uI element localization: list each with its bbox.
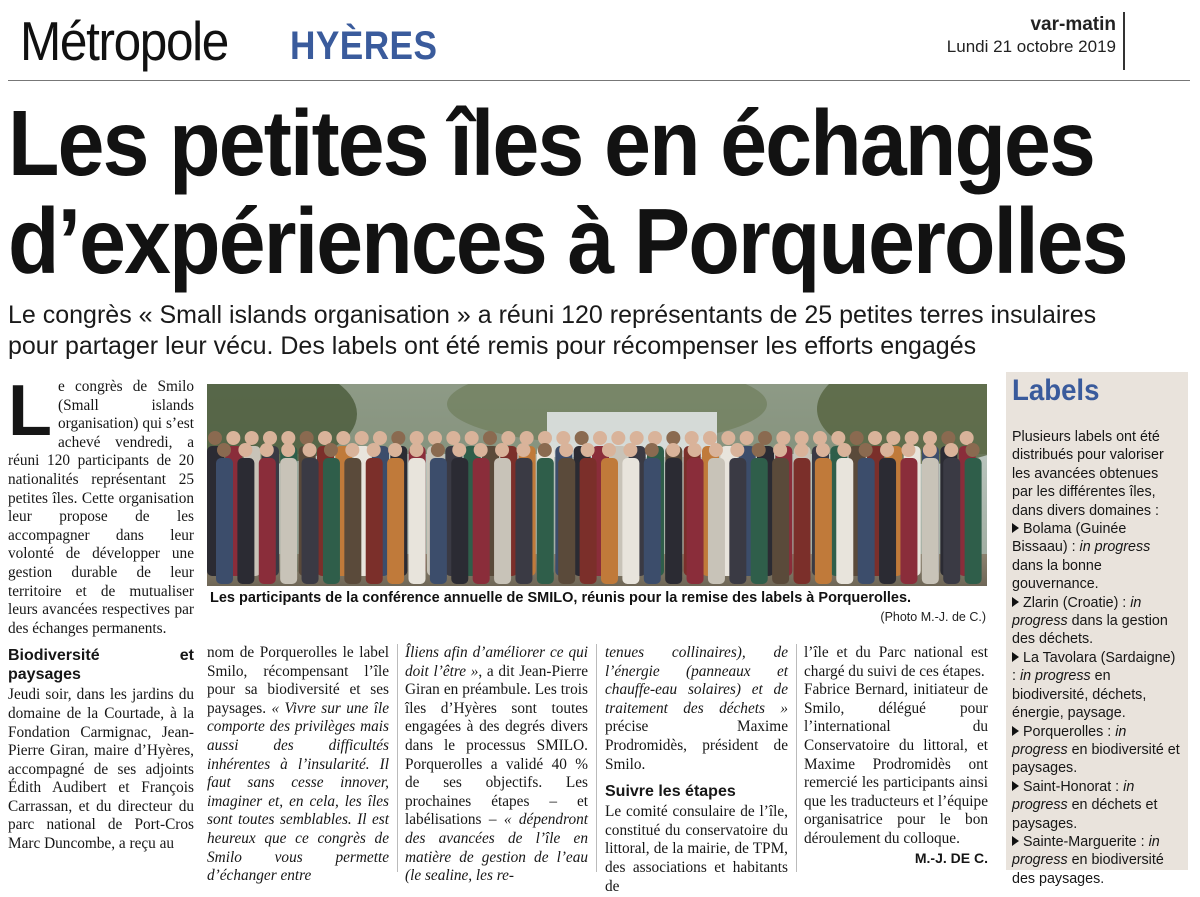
- photo-person: [858, 443, 875, 584]
- photo-person: [451, 443, 468, 584]
- column-rule: [596, 644, 597, 872]
- label-status: in progress: [1019, 668, 1091, 685]
- photo-person: [751, 443, 768, 584]
- photo-person: [580, 443, 597, 584]
- label-place: Saint-Honorat :: [1023, 778, 1124, 795]
- quote-iliens: Îliens afin d’améliorer ce qui doit l’être »: [405, 644, 588, 680]
- photo-person: [344, 443, 361, 584]
- photo-person: [815, 443, 832, 584]
- photo-person: [794, 443, 811, 584]
- label-status: in progress: [1012, 778, 1135, 814]
- bullet-triangle-icon: [1012, 597, 1019, 607]
- sidebar-title: Labels: [1012, 374, 1100, 407]
- label-item: [1012, 778, 1182, 833]
- bullet-triangle-icon: [1012, 523, 1019, 533]
- photo-person: [922, 443, 939, 584]
- photo-person: [387, 443, 404, 584]
- label-status: in progress: [1079, 539, 1151, 556]
- photo-person: [302, 443, 319, 584]
- photo-person: [644, 443, 661, 584]
- photo-person: [323, 443, 340, 584]
- photo-person: [280, 443, 297, 584]
- paragraph-retenues: [605, 644, 788, 774]
- section-title: Métropole: [20, 10, 228, 72]
- bullet-triangle-icon: [1012, 781, 1019, 791]
- retenues-text: précise Maxime Prodromidès, président de Smilo.: [605, 718, 788, 773]
- label-smilo-text: nom de Porquerolles le label Smilo, récompensant l’île pour sa biodiversité et ses paysages.: [207, 644, 389, 717]
- headline: [8, 91, 1127, 293]
- label-item: [1012, 833, 1182, 888]
- quote-retenues: tenues collinaires), de l’énergie (panneaux et chauffe-eau solaires) et de traitement des déchets »: [605, 644, 788, 717]
- photo-caption: Les participants de la conférence annuelle de SMILO, réunis pour la remise des labels à Porquerolles.: [210, 590, 912, 606]
- headline-line-2: d’expériences à Porquerolles: [8, 189, 1127, 293]
- label-list: [1012, 520, 1182, 888]
- label-place: La Tavolara (Sardaigne) :: [1012, 649, 1176, 685]
- photo-person: [708, 443, 725, 584]
- sidebar-body: [1012, 428, 1182, 888]
- photo-person: [622, 443, 639, 584]
- label-status: in progress: [1012, 833, 1160, 869]
- column-rule: [397, 644, 398, 872]
- author-signature: M.-J. DE C.: [914, 849, 988, 866]
- photo-person: [409, 443, 426, 584]
- subhead-suivre: Suivre les étapes: [605, 783, 736, 801]
- photo-person: [558, 443, 575, 584]
- label-domain: en biodiversité et paysages.: [1012, 741, 1180, 777]
- paragraph-label-smilo: [207, 644, 389, 886]
- header-divider: [1123, 12, 1125, 70]
- article-column-3: [405, 644, 588, 886]
- subtitle-line-1: Le congrès « Small islands organisation » a réuni 120 représentants de 25 petites terres insulaires: [8, 301, 1097, 329]
- photo-person: [259, 443, 276, 584]
- column-rule: [796, 644, 797, 872]
- label-place: Zlarin (Croatie) :: [1023, 594, 1131, 611]
- article-column-2: [207, 644, 389, 886]
- photo-credit: (Photo M.-J. de C.): [880, 610, 986, 624]
- city-title: HYÈRES: [290, 24, 438, 68]
- photo-person: [687, 443, 704, 584]
- group-photo: [207, 384, 987, 586]
- label-domain: dans la bonne gouvernance.: [1012, 557, 1102, 593]
- photo-person: [494, 443, 511, 584]
- article-column-5: [804, 644, 988, 867]
- article-column-1: [8, 371, 194, 854]
- photo-person: [965, 443, 982, 584]
- label-place: Bolama (Guinée Bissaau) :: [1012, 521, 1127, 556]
- photo-person: [366, 443, 383, 584]
- paragraph-parc: l’île et du Parc national est chargé du suivi de ces étapes.: [804, 644, 988, 680]
- photo-person: [473, 443, 490, 584]
- label-domain: en déchets et paysages.: [1012, 797, 1158, 832]
- bullet-triangle-icon: [1012, 652, 1019, 662]
- photo-person: [537, 443, 554, 584]
- intro-paragraph: e congrès de Smilo (Small islands organisation) qui s’est achevé vendredi, a réuni 120 participants de 20 nationalités représentant 25 petites îles. Cette organisation leur propose de les accompagner dans leur volonté de développer une gestion durable de leur territoire et de mutualiser leurs avancées respectives par des échanges permanents.: [8, 378, 194, 637]
- bullet-triangle-icon: [1012, 836, 1019, 846]
- iliens-text: , a dit Jean-Pierre Giran en préambule. Les trois îles d’Hyères sont toutes engagées à des degrés divers dans le processus SMILO. Porquerolles a validé 40 % de ses objectifs. Les prochaines étapes – et labélisations –: [405, 662, 588, 829]
- label-status: in progress: [1012, 594, 1142, 630]
- label-domain: en biodiversité des paysages.: [1012, 852, 1164, 887]
- article-column-4: [605, 644, 788, 896]
- label-place: Porquerolles :: [1023, 723, 1116, 740]
- label-domain: dans la gestion des déchets.: [1012, 613, 1168, 648]
- photo-person: [665, 443, 682, 584]
- photo-person: [515, 443, 532, 584]
- label-status: in progress: [1012, 723, 1127, 758]
- photo-person: [900, 443, 917, 584]
- sidebar-intro: Plusieurs labels ont été distribués pour valoriser les avancées obtenues par les différentes îles, dans divers domaines :: [1012, 429, 1164, 519]
- photo-person: [216, 443, 233, 584]
- photo-person: [943, 443, 960, 584]
- newspaper-name: var-matin: [1030, 14, 1116, 35]
- paragraph-comite: Le comité consulaire de l’île, constitué du conservatoire du littoral, de la mairie, de TPM, des associations et habitants de: [605, 803, 788, 895]
- subtitle-line-2: pour partager leur vécu. Des labels ont été remis pour récompenser les efforts engagés: [8, 332, 977, 360]
- headline-line-1: Les petites îles en échanges: [8, 91, 1095, 195]
- bullet-triangle-icon: [1012, 726, 1019, 736]
- label-item: [1012, 520, 1182, 594]
- paragraph-fabrice: Fabrice Bernard, initiateur de Smilo, délégué pour l’international du Conservatoire du littoral, et Maxime Prodromidès ont remercié les participants ainsi que les traducteurs et l’équipe organisatrice pour le bon déroulement du colloque.: [804, 681, 988, 847]
- drop-cap: L: [8, 371, 52, 451]
- label-item: [1012, 594, 1182, 649]
- photo-person: [772, 443, 789, 584]
- photo-person: [430, 443, 447, 584]
- label-item: [1012, 649, 1182, 723]
- photo-person: [237, 443, 254, 584]
- photo-person: [601, 443, 618, 584]
- photo-person: [836, 443, 853, 584]
- photo-person: [879, 443, 896, 584]
- quote-etapes: « dépendront des avancées de l’île en matière de gestion de l’eau (le sealine, les re-: [405, 811, 588, 885]
- subhead-biodiversite: Biodiversité et paysages: [8, 647, 194, 684]
- paragraph-jeudi: Jeudi soir, dans les jardins du domaine de la Courtade, à la Fondation Carmignac, Jean-Pierre Giran, maire d’Hyères, accompagné de ses adjoints Édith Audibert et François Carrassan, et du directeur du parc national de Port-Cros Marc Duncombe, a reçu au: [8, 686, 194, 853]
- publication-date: Lundi 21 octobre 2019: [946, 37, 1116, 56]
- photo-person: [729, 443, 746, 584]
- quote-giran: « Vivre sur une île comporte des privilèges mais aussi des difficultés inhérentes à l’insularité. Il faut sans cesse innover, imaginer et, en cela, les îles sont toutes semblables. Il est heureux que ce congrès de Smilo vous permette d’échanger entre: [207, 699, 389, 885]
- header-rule: [8, 80, 1190, 81]
- label-domain: en biodiversité, déchets, énergie, paysage.: [1012, 668, 1147, 722]
- label-item: [1012, 723, 1182, 778]
- label-place: Sainte-Marguerite :: [1023, 833, 1149, 850]
- subtitle: [8, 300, 1198, 362]
- paragraph-iliens: [405, 644, 588, 886]
